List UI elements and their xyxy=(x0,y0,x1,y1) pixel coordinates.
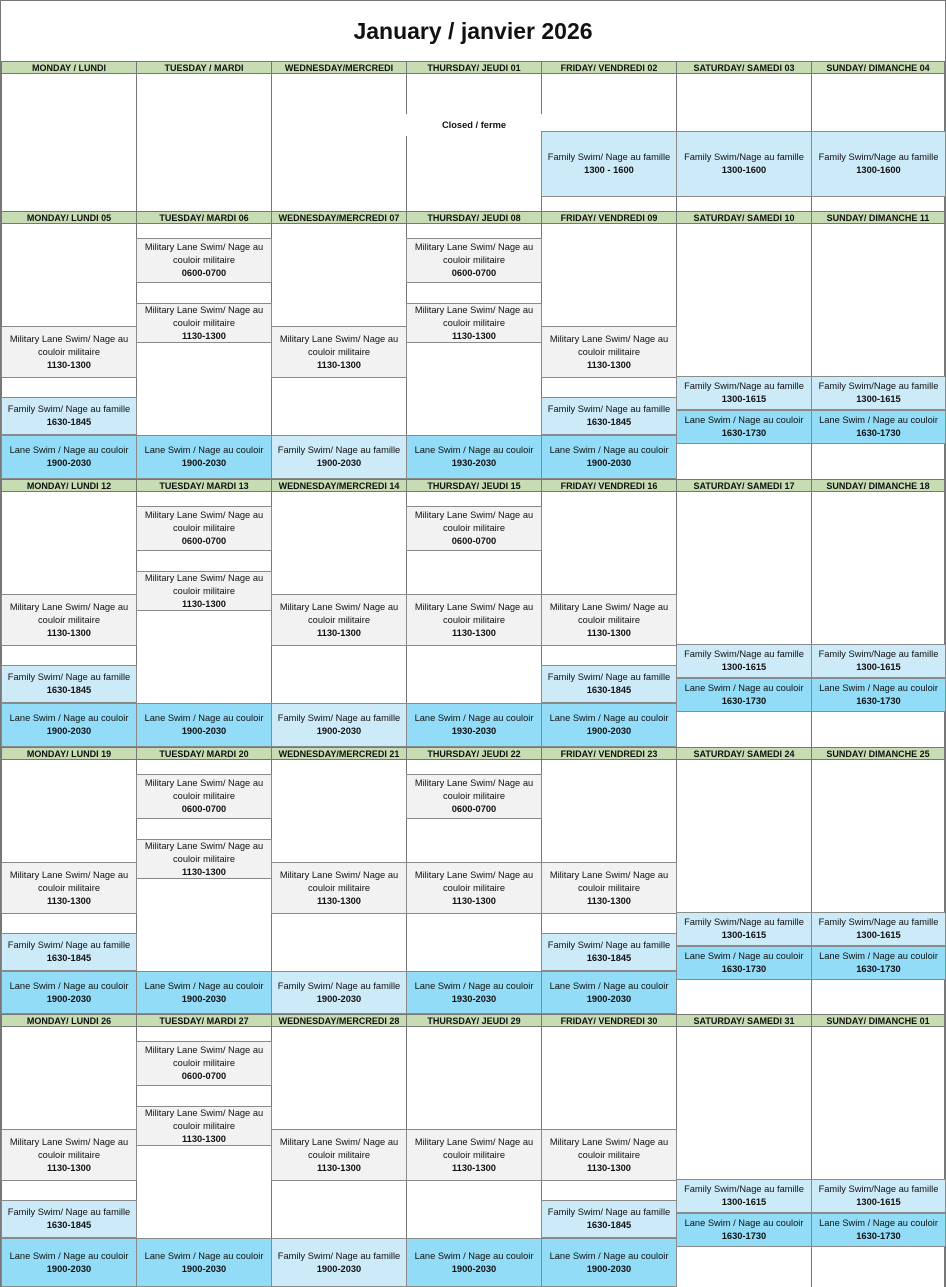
event-time: 1300-1615 xyxy=(856,1197,901,1207)
military-lane-swim-block xyxy=(541,862,677,914)
event-time: 1900-2030 xyxy=(46,993,92,1004)
event-time: 1130-1300 xyxy=(587,895,631,906)
event-time: 1900-2030 xyxy=(451,1263,497,1274)
day-header: SATURDAY/ SAMEDI 31 xyxy=(676,1014,812,1027)
event-time: 1630-1730 xyxy=(856,696,901,706)
event-label: Lane Swim / Nage au couloir xyxy=(144,980,264,991)
lane-swim-block xyxy=(541,435,677,479)
family-swim-block xyxy=(271,703,407,747)
event-time: 1630-1730 xyxy=(721,696,767,706)
event-time: 1300-1615 xyxy=(721,394,767,404)
event-time: 1630-1845 xyxy=(586,685,632,695)
military-lane-swim-block xyxy=(406,303,542,343)
day-column xyxy=(136,74,272,211)
day-header: WEDNESDAY/MERCREDI xyxy=(271,61,407,74)
event-time: 1900-2030 xyxy=(316,458,362,468)
lane-swim-block xyxy=(676,678,812,712)
page-title: January / janvier 2026 xyxy=(353,17,593,44)
event-time: 1130-1300 xyxy=(452,895,496,906)
day-header: MONDAY / LUNDI xyxy=(1,61,137,74)
event-time: 1300-1600 xyxy=(856,165,901,175)
military-lane-swim-block xyxy=(136,238,272,283)
military-lane-swim-block xyxy=(406,862,542,914)
event-label: Lane Swim / Nage au couloir xyxy=(414,445,534,455)
event-time: 1630-1730 xyxy=(721,428,767,438)
lane-swim-block xyxy=(136,971,272,1014)
day-header: WEDNESDAY/MERCREDI 21 xyxy=(271,747,407,760)
event-time: 1130-1300 xyxy=(587,359,631,370)
event-time: 1130-1300 xyxy=(452,1162,496,1173)
military-lane-swim-block xyxy=(136,506,272,551)
day-header: WEDNESDAY/MERCREDI 07 xyxy=(271,211,407,224)
military-lane-swim-block xyxy=(136,774,272,819)
military-lane-swim-block xyxy=(136,839,272,879)
day-header: MONDAY/ LUNDI 05 xyxy=(1,211,137,224)
event-time: 1630-1845 xyxy=(586,1220,632,1230)
day-header: FRIDAY/ VENDREDI 16 xyxy=(541,479,677,492)
event-time: 1900-2030 xyxy=(46,458,92,468)
event-label: Military Lane Swim/ Nage au couloir militaire xyxy=(414,242,534,265)
event-label: Family Swim/Nage au famille xyxy=(684,381,804,391)
event-label: Closed / ferme xyxy=(441,119,507,130)
event-label: Military Lane Swim/ Nage au couloir militaire xyxy=(9,333,129,357)
military-lane-swim-block xyxy=(136,303,272,343)
event-label: Family Swim/ Nage au famille xyxy=(7,404,131,414)
event-time: 1900-2030 xyxy=(586,1263,632,1274)
event-time: 0600-0700 xyxy=(181,804,227,814)
event-label: Military Lane Swim/ Nage au couloir militaire xyxy=(144,840,264,864)
family-swim-block xyxy=(1,933,137,971)
event-label: Military Lane Swim/ Nage au couloir militaire xyxy=(279,333,399,357)
event-label: Military Lane Swim/ Nage au couloir militaire xyxy=(279,601,399,625)
event-label: Family Swim/Nage au famille xyxy=(684,152,804,162)
event-time: 1900-2030 xyxy=(181,1263,227,1274)
day-header: SUNDAY/ DIMANCHE 18 xyxy=(811,479,945,492)
event-time: 1300-1615 xyxy=(721,662,767,672)
day-header: SATURDAY/ SAMEDI 17 xyxy=(676,479,812,492)
day-header: WEDNESDAY/MERCREDI 14 xyxy=(271,479,407,492)
event-label: Family Swim/ Nage au famille xyxy=(277,980,401,991)
event-label: Lane Swim / Nage au couloir xyxy=(684,683,804,693)
military-lane-swim-block xyxy=(406,238,542,283)
day-header: FRIDAY/ VENDREDI 02 xyxy=(541,61,677,74)
event-label: Lane Swim / Nage au couloir xyxy=(684,415,804,425)
military-lane-swim-block xyxy=(1,594,137,646)
event-time: 1630-1845 xyxy=(46,417,92,427)
event-label: Family Swim/Nage au famille xyxy=(684,917,804,927)
event-label: Family Swim/ Nage au famille xyxy=(547,1207,671,1217)
event-time: 1130-1300 xyxy=(317,359,361,370)
event-label: Lane Swim / Nage au couloir xyxy=(9,980,129,991)
event-time: 1900-2030 xyxy=(586,993,632,1004)
event-time: 1930-2030 xyxy=(451,458,497,468)
event-label: Military Lane Swim/ Nage au couloir militaire xyxy=(144,778,264,801)
event-label: Family Swim/Nage au famille xyxy=(818,1184,939,1194)
military-lane-swim-block xyxy=(406,506,542,551)
day-header: SATURDAY/ SAMEDI 24 xyxy=(676,747,812,760)
lane-swim-block xyxy=(541,971,677,1014)
event-label: Military Lane Swim/ Nage au couloir militaire xyxy=(549,601,669,625)
day-header: MONDAY/ LUNDI 26 xyxy=(1,1014,137,1027)
event-label: Military Lane Swim/ Nage au couloir militaire xyxy=(279,1136,399,1160)
event-label: Family Swim/ Nage au famille xyxy=(277,445,401,455)
lane-swim-block xyxy=(136,703,272,747)
event-time: 1900-2030 xyxy=(586,458,632,468)
military-lane-swim-block xyxy=(1,326,137,378)
day-header: THURSDAY/ JEUDI 22 xyxy=(406,747,542,760)
event-time: 1130-1300 xyxy=(182,866,226,877)
event-time: 0600-0700 xyxy=(181,1071,227,1081)
event-label: Military Lane Swim/ Nage au couloir militaire xyxy=(144,1045,264,1068)
military-lane-swim-block xyxy=(136,1106,272,1146)
event-time: 1930-2030 xyxy=(451,993,497,1004)
event-time: 0600-0700 xyxy=(451,536,497,546)
event-time: 1130-1300 xyxy=(317,1162,361,1173)
event-label: Lane Swim / Nage au couloir xyxy=(549,713,669,723)
event-time: 1900-2030 xyxy=(316,993,362,1004)
family-swim-block xyxy=(541,933,677,971)
military-lane-swim-block xyxy=(406,774,542,819)
event-label: Military Lane Swim/ Nage au couloir militaire xyxy=(144,572,264,596)
event-label: Military Lane Swim/ Nage au couloir militaire xyxy=(9,1136,129,1160)
event-label: Lane Swim / Nage au couloir xyxy=(414,980,534,991)
event-label: Military Lane Swim/ Nage au couloir militaire xyxy=(414,778,534,801)
family-swim-block xyxy=(541,131,677,197)
military-lane-swim-block xyxy=(1,1129,137,1181)
event-label: Lane Swim / Nage au couloir xyxy=(144,1250,264,1261)
family-swim-block xyxy=(676,376,812,410)
day-header: SUNDAY/ DIMANCHE 11 xyxy=(811,211,945,224)
event-label: Military Lane Swim/ Nage au couloir militaire xyxy=(9,601,129,625)
lane-swim-block xyxy=(406,971,542,1014)
day-header: FRIDAY/ VENDREDI 23 xyxy=(541,747,677,760)
day-header: SUNDAY/ DIMANCHE 01 xyxy=(811,1014,945,1027)
family-swim-block xyxy=(1,1200,137,1238)
day-header: TUESDAY/ MARDI 13 xyxy=(136,479,272,492)
event-time: 0600-0700 xyxy=(451,268,497,278)
family-swim-block xyxy=(1,397,137,435)
day-header: TUESDAY/ MARDI 06 xyxy=(136,211,272,224)
event-time: 1900-2030 xyxy=(181,726,227,736)
event-time: 1630-1845 xyxy=(586,953,632,963)
lane-swim-block xyxy=(811,410,946,444)
event-time: 0600-0700 xyxy=(451,804,497,814)
event-time: 1130-1300 xyxy=(47,627,91,638)
day-header: MONDAY/ LUNDI 19 xyxy=(1,747,137,760)
event-label: Lane Swim / Nage au couloir xyxy=(414,713,534,723)
military-lane-swim-block xyxy=(406,594,542,646)
family-swim-block xyxy=(676,1179,812,1213)
military-lane-swim-block xyxy=(406,1129,542,1181)
family-swim-block xyxy=(541,397,677,435)
event-time: 1630-1845 xyxy=(586,417,632,427)
event-time: 1630-1730 xyxy=(721,1231,767,1241)
day-header: FRIDAY/ VENDREDI 09 xyxy=(541,211,677,224)
day-header: WEDNESDAY/MERCREDI 28 xyxy=(271,1014,407,1027)
event-label: Family Swim/ Nage au famille xyxy=(547,672,671,682)
event-label: Military Lane Swim/ Nage au couloir militaire xyxy=(414,601,534,625)
military-lane-swim-block xyxy=(541,326,677,378)
event-time: 1630-1845 xyxy=(46,953,92,963)
event-label: Lane Swim / Nage au couloir xyxy=(684,951,804,961)
event-label: Military Lane Swim/ Nage au couloir militaire xyxy=(279,869,399,893)
event-label: Family Swim/Nage au famille xyxy=(818,649,939,659)
event-label: Lane Swim / Nage au couloir xyxy=(144,445,264,455)
family-swim-block xyxy=(811,376,946,410)
event-label: Military Lane Swim/ Nage au couloir militaire xyxy=(414,510,534,533)
day-column xyxy=(1,74,137,211)
event-time: 1630-1845 xyxy=(46,685,92,695)
day-header: SUNDAY/ DIMANCHE 25 xyxy=(811,747,945,760)
event-label: Lane Swim / Nage au couloir xyxy=(9,1250,129,1261)
day-header: FRIDAY/ VENDREDI 30 xyxy=(541,1014,677,1027)
day-column xyxy=(271,74,407,211)
family-swim-block xyxy=(1,665,137,703)
lane-swim-block xyxy=(676,1213,812,1247)
lane-swim-block xyxy=(541,1238,677,1287)
day-header: TUESDAY/ MARDI 20 xyxy=(136,747,272,760)
event-label: Lane Swim / Nage au couloir xyxy=(819,1218,938,1228)
lane-swim-block xyxy=(1,435,137,479)
event-label: Lane Swim / Nage au couloir xyxy=(9,713,129,723)
day-header: THURSDAY/ JEUDI 01 xyxy=(406,61,542,74)
event-time: 1130-1300 xyxy=(587,627,631,638)
event-time: 1130-1300 xyxy=(317,895,361,906)
event-time: 1300-1600 xyxy=(721,165,767,175)
family-swim-block xyxy=(541,1200,677,1238)
event-time: 1900-2030 xyxy=(46,726,92,736)
event-label: Military Lane Swim/ Nage au couloir militaire xyxy=(144,1107,264,1131)
event-label: Family Swim/ Nage au famille xyxy=(277,1250,401,1261)
military-lane-swim-block xyxy=(271,326,407,378)
family-swim-block xyxy=(811,1179,946,1213)
military-lane-swim-block xyxy=(1,862,137,914)
event-time: 0600-0700 xyxy=(181,268,227,278)
lane-swim-block xyxy=(811,678,946,712)
military-lane-swim-block xyxy=(541,1129,677,1181)
event-time: 1130-1300 xyxy=(587,1162,631,1173)
event-time: 1900-2030 xyxy=(181,993,227,1004)
closed-notice xyxy=(406,114,542,136)
event-time: 1900-2030 xyxy=(316,726,362,736)
military-lane-swim-block xyxy=(271,594,407,646)
event-time: 0600-0700 xyxy=(181,536,227,546)
lane-swim-block xyxy=(811,1213,946,1247)
family-swim-block xyxy=(676,644,812,678)
event-label: Family Swim/Nage au famille xyxy=(818,381,939,391)
lane-swim-block xyxy=(406,435,542,479)
event-label: Military Lane Swim/ Nage au couloir militaire xyxy=(144,510,264,533)
event-label: Family Swim/Nage au famille xyxy=(684,649,804,659)
military-lane-swim-block xyxy=(136,571,272,611)
event-label: Lane Swim / Nage au couloir xyxy=(144,713,264,723)
event-time: 1300-1615 xyxy=(856,930,901,940)
day-header: SATURDAY/ SAMEDI 03 xyxy=(676,61,812,74)
lane-swim-block xyxy=(1,703,137,747)
family-swim-block xyxy=(811,131,946,197)
event-label: Military Lane Swim/ Nage au couloir militaire xyxy=(144,304,264,328)
day-column xyxy=(406,74,542,211)
event-label: Lane Swim / Nage au couloir xyxy=(9,445,129,455)
event-time: 1630-1730 xyxy=(856,964,901,974)
lane-swim-block xyxy=(406,1238,542,1287)
event-time: 1630-1730 xyxy=(721,964,767,974)
event-time: 1300 - 1600 xyxy=(584,165,634,175)
event-label: Lane Swim / Nage au couloir xyxy=(414,1250,534,1261)
event-time: 1630-1730 xyxy=(856,1231,901,1241)
event-time: 1300-1615 xyxy=(721,1197,767,1207)
lane-swim-block xyxy=(541,703,677,747)
event-label: Family Swim/Nage au famille xyxy=(684,1184,804,1194)
day-header: TUESDAY / MARDI xyxy=(136,61,272,74)
lane-swim-block xyxy=(136,435,272,479)
event-label: Military Lane Swim/ Nage au couloir militaire xyxy=(549,1136,669,1160)
event-time: 1130-1300 xyxy=(47,359,91,370)
event-label: Family Swim/ Nage au famille xyxy=(7,672,131,682)
event-label: Family Swim/ Nage au famille xyxy=(547,152,671,162)
lane-swim-block xyxy=(406,703,542,747)
event-time: 1130-1300 xyxy=(47,1162,91,1173)
event-label: Lane Swim / Nage au couloir xyxy=(819,415,938,425)
event-time: 1130-1300 xyxy=(317,627,361,638)
day-header: THURSDAY/ JEUDI 15 xyxy=(406,479,542,492)
family-swim-block xyxy=(271,435,407,479)
family-swim-block xyxy=(676,131,812,197)
family-swim-block xyxy=(271,1238,407,1287)
event-time: 1900-2030 xyxy=(586,726,632,736)
event-time: 1630-1845 xyxy=(46,1220,92,1230)
event-time: 1130-1300 xyxy=(182,1133,226,1144)
event-label: Family Swim/ Nage au famille xyxy=(547,404,671,414)
event-label: Military Lane Swim/ Nage au couloir militaire xyxy=(549,333,669,357)
family-swim-block xyxy=(811,912,946,946)
day-header: THURSDAY/ JEUDI 29 xyxy=(406,1014,542,1027)
lane-swim-block xyxy=(1,971,137,1014)
lane-swim-block xyxy=(1,1238,137,1287)
event-label: Military Lane Swim/ Nage au couloir militaire xyxy=(144,242,264,265)
event-label: Family Swim/ Nage au famille xyxy=(7,1207,131,1217)
event-label: Military Lane Swim/ Nage au couloir militaire xyxy=(414,1136,534,1160)
event-time: 1900-2030 xyxy=(316,1263,362,1274)
event-label: Family Swim/ Nage au famille xyxy=(277,713,401,723)
day-header: MONDAY/ LUNDI 12 xyxy=(1,479,137,492)
lane-swim-block xyxy=(676,410,812,444)
event-label: Lane Swim / Nage au couloir xyxy=(819,951,938,961)
event-time: 1130-1300 xyxy=(182,330,226,341)
event-label: Military Lane Swim/ Nage au couloir militaire xyxy=(9,869,129,893)
lane-swim-block xyxy=(136,1238,272,1287)
day-column xyxy=(676,1027,812,1287)
military-lane-swim-block xyxy=(271,862,407,914)
day-header: SUNDAY/ DIMANCHE 04 xyxy=(811,61,945,74)
event-label: Family Swim/Nage au famille xyxy=(818,152,939,162)
family-swim-block xyxy=(811,644,946,678)
event-label: Military Lane Swim/ Nage au couloir militaire xyxy=(414,304,534,328)
day-header: TUESDAY/ MARDI 27 xyxy=(136,1014,272,1027)
event-label: Family Swim/ Nage au famille xyxy=(7,940,131,950)
event-time: 1900-2030 xyxy=(46,1263,92,1274)
lane-swim-block xyxy=(811,946,946,980)
event-time: 1130-1300 xyxy=(47,895,91,906)
event-label: Military Lane Swim/ Nage au couloir militaire xyxy=(414,869,534,893)
event-time: 1630-1730 xyxy=(856,428,901,438)
day-header: THURSDAY/ JEUDI 08 xyxy=(406,211,542,224)
event-label: Lane Swim / Nage au couloir xyxy=(819,683,938,693)
family-swim-block xyxy=(541,665,677,703)
event-time: 1130-1300 xyxy=(452,627,496,638)
family-swim-block xyxy=(271,971,407,1014)
lane-swim-block xyxy=(676,946,812,980)
day-header: SATURDAY/ SAMEDI 10 xyxy=(676,211,812,224)
military-lane-swim-block xyxy=(271,1129,407,1181)
event-label: Lane Swim / Nage au couloir xyxy=(549,980,669,991)
event-time: 1930-2030 xyxy=(451,726,497,736)
event-label: Lane Swim / Nage au couloir xyxy=(549,1250,669,1261)
event-label: Family Swim/Nage au famille xyxy=(818,917,939,927)
event-time: 1900-2030 xyxy=(181,458,227,468)
event-time: 1130-1300 xyxy=(452,330,496,341)
event-label: Lane Swim / Nage au couloir xyxy=(549,445,669,455)
event-label: Family Swim/ Nage au famille xyxy=(547,940,671,950)
day-column xyxy=(811,1027,945,1287)
event-time: 1300-1615 xyxy=(856,394,901,404)
event-label: Lane Swim / Nage au couloir xyxy=(684,1218,804,1228)
family-swim-block xyxy=(676,912,812,946)
military-lane-swim-block xyxy=(541,594,677,646)
military-lane-swim-block xyxy=(136,1041,272,1086)
event-time: 1300-1615 xyxy=(856,662,901,672)
event-label: Military Lane Swim/ Nage au couloir militaire xyxy=(549,869,669,893)
event-time: 1130-1300 xyxy=(182,598,226,609)
event-time: 1300-1615 xyxy=(721,930,767,940)
